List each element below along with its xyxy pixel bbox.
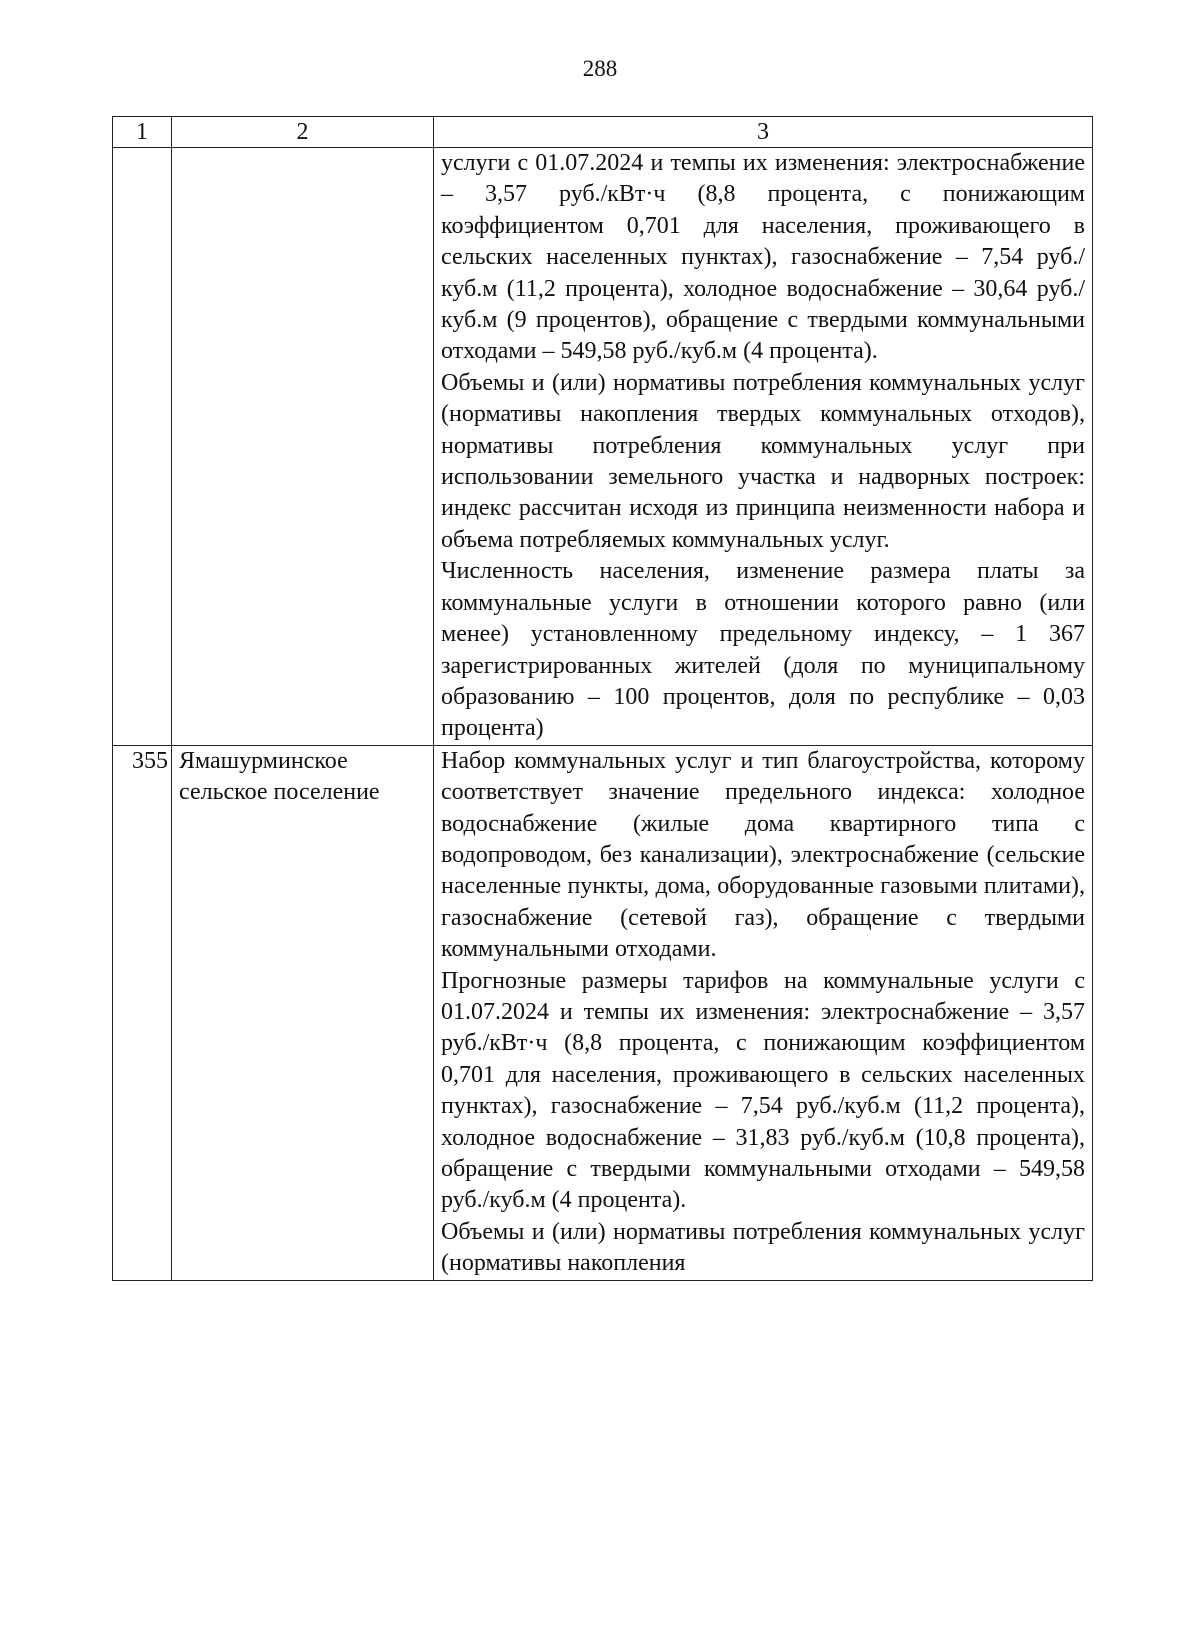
municipality-name xyxy=(172,148,434,746)
description-paragraph: Объемы и (или) нормативы потребления коммунальных услуг (нормативы накопления твердых коммунальных отходов), нормативы потребления коммунальных услуг при использовании земельного участка и надворных построек: индекс рассчитан исходя из принципа неизменности набора и объема потребляемых коммунальных услуг. xyxy=(441,369,1085,553)
description-paragraph: Численность населения, изменение размера платы за коммунальные услуги в отношении которого равно (или менее) установленному предельному индексу, – 1 367 зарегистрированных жителей (доля по муниципальному образованию – 100 процентов, доля по республике – 0,03 процента) xyxy=(441,558,1085,742)
page-number: 288 xyxy=(582,56,618,81)
row-number xyxy=(113,148,172,746)
column-header-1: 1 xyxy=(113,117,172,148)
tariff-table xyxy=(112,116,1093,1281)
row-number: 355 xyxy=(113,745,172,1280)
column-header-2: 2 xyxy=(172,117,434,148)
description-paragraph: Прогнозные размеры тарифов на коммунальные услуги с 01.07.2024 и темпы их изменения: электроснабжение – 3,57 руб./кВт·ч (8,8 процента, с понижающим коэффициентом 0,701 для населения, проживающего в сельских населенных пунктах), газоснабжение – 7,54 руб./куб.м (11,2 процента), холодное водоснабжение – 31,83 руб./куб.м (10,8 процента), обращение с твердыми коммунальными отходами – 549,58 руб./куб.м (4 процента). xyxy=(441,967,1085,1214)
description-paragraph: услуги с 01.07.2024 и темпы их изменения: электроснабжение – 3,57 руб./кВт·ч (8,8 процента, с понижающим коэффициентом 0,701 для населения, проживающего в сельских населенных пунктах), газоснабжение – 7,54 руб./куб.м (11,2 процента), холодное водоснабжение – 30,64 руб./куб.м (9 процентов), обращение с твердыми коммунальными отходами – 549,58 руб./куб.м (4 процента). xyxy=(441,150,1085,365)
row-description xyxy=(434,745,1093,1280)
table-row xyxy=(113,148,1093,746)
table-header-row xyxy=(113,117,1093,148)
row-description xyxy=(434,148,1093,746)
description-paragraph: Набор коммунальных услуг и тип благоустройства, которому соответствует значение предельного индекса: холодное водоснабжение (жилые дома квартирного типа с водопроводом, без канализации), электроснабжение (сельские населенные пункты, дома, оборудованные газовыми плитами), газоснабжение (сетевой газ), обращение с твердыми коммунальными отходами. xyxy=(441,747,1085,963)
table-row xyxy=(113,745,1093,1280)
description-paragraph: Объемы и (или) нормативы потребления коммунальных услуг (нормативы накопления xyxy=(441,1218,1085,1277)
municipality-name: Ямашурминское сельское поселение xyxy=(172,745,434,1280)
column-header-3: 3 xyxy=(434,117,1093,148)
